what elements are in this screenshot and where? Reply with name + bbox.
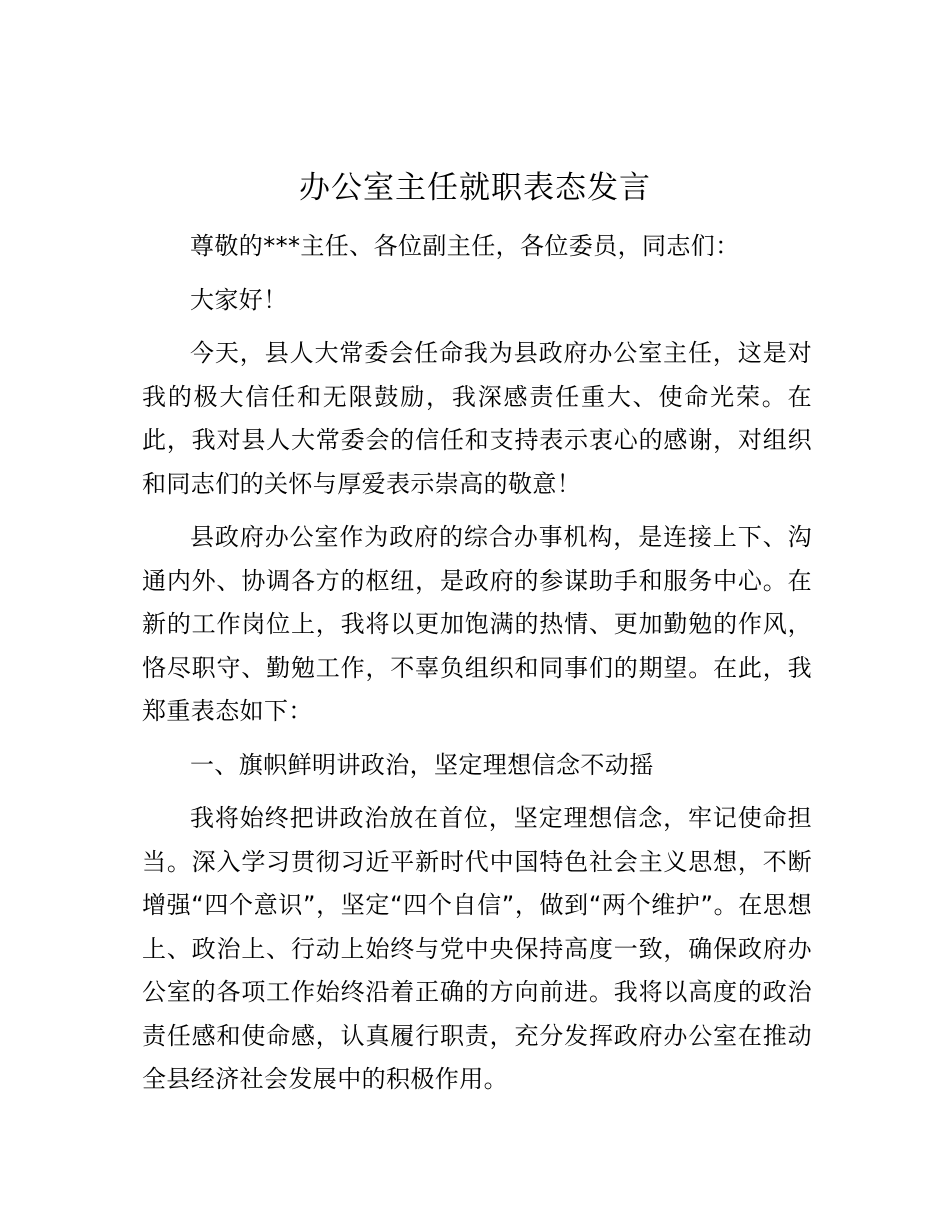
body-paragraph: 我将始终把讲政治放在首位，坚定理想信念，牢记使命担当。深入学习贯彻习近平新时代中国特色社会主义思想，不断增强“四个意识”，坚定“四个自信”，做到“两个维护”。在思想上、政治上、行动上始终与党中央保持高度一致，确保政府办公室的各项工作始终沿着正确的方向前进。我将以高度的政治责任感和使命感，认真履行职责，充分发挥政府办公室在推动全县经济社会发展中的积极作用。	[142, 804, 812, 1093]
document-title: 办公室主任就职表态发言	[299, 170, 651, 206]
body-paragraph: 今天，县人大常委会任命我为县政府办公室主任，这是对我的极大信任和无限鼓励，我深感责任重大、使命光荣。在此，我对县人大常委会的信任和支持表示衷心的感谢，对组织和同志们的关怀与厚爱表示崇高的敬意！	[142, 339, 812, 498]
section-heading: 一、旗帜鲜明讲政治，坚定理想信念不动摇	[190, 750, 654, 779]
document-body	[142, 225, 812, 1112]
body-paragraph: 县政府办公室作为政府的综合办事机构，是连接上下、沟通内外、协调各方的枢纽，是政府的参谋助手和服务中心。在新的工作岗位上，我将以更加饱满的热情、更加勤勉的作风，恪尽职守、勤勉工作，不辜负组织和同事们的期望。在此，我郑重表态如下：	[142, 523, 812, 725]
greeting-paragraph: 大家好！	[190, 285, 288, 314]
salutation-paragraph: 尊敬的***主任、各位副主任，各位委员，同志们：	[190, 232, 740, 260]
